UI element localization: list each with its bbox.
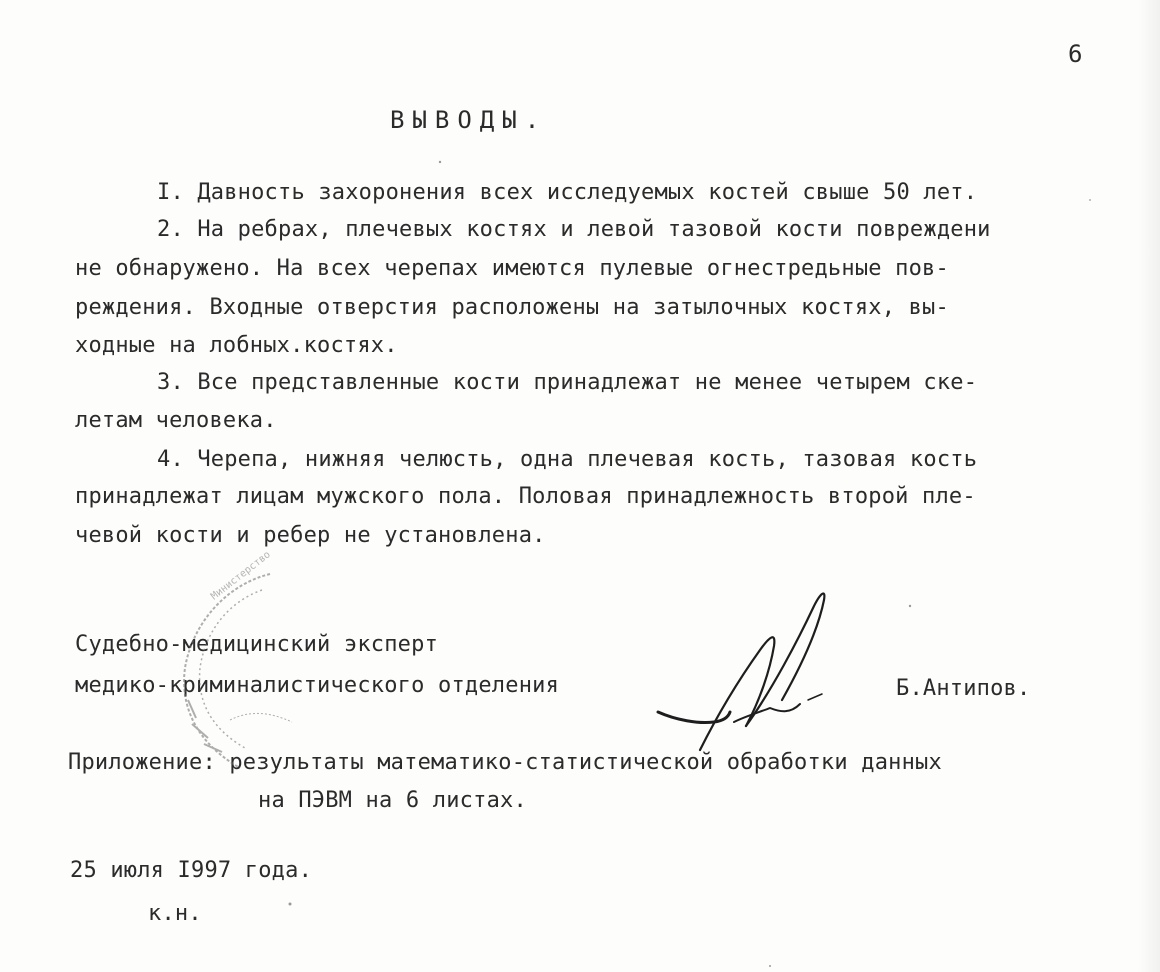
document-date: 25 июля I997 года.	[70, 858, 313, 883]
conclusion-2-line-4: ходные на лобных.костях.	[75, 333, 398, 358]
expert-position-line-2: медико-криминалистического отделения	[75, 673, 560, 698]
conclusion-4-line-2: принадлежат лицам мужского пола. Половая принадлежность второй пле-	[75, 484, 976, 509]
signature-antipov	[658, 593, 824, 750]
conclusion-2-line-3: реждения. Входные отверстия расположены на затылочных костях, вы-	[75, 295, 949, 320]
stamp-text: Министерство	[209, 549, 273, 603]
page-number: 6	[1068, 40, 1083, 68]
paper-edge-shadow	[1138, 0, 1160, 972]
appendix-line-1: Приложение: результаты математико-статистической обработки данных	[68, 750, 942, 775]
conclusion-2-line-2: не обнаружено. На всех черепах имеются пулевые огнестредьные пов-	[75, 256, 949, 281]
typist-initials: к.н.	[148, 901, 202, 926]
conclusion-3-line-2: летам человека.	[75, 408, 277, 433]
conclusion-2-line-1: 2. На ребрах, плечевых костях и левой тазовой кости повреждени	[157, 217, 991, 242]
document-title: ВЫВОДЫ.	[390, 106, 548, 134]
signer-name: Б.Антипов.	[896, 676, 1031, 701]
official-stamp	[184, 549, 292, 768]
appendix-line-2: на ПЭВМ на 6 листах.	[258, 788, 527, 813]
expert-position-line-1: Судебно-медицинский эксперт	[75, 632, 439, 657]
conclusion-3-line-1: 3. Все представленные кости принадлежат не менее четырем ске-	[157, 370, 978, 395]
conclusion-4-line-3: чевой кости и ребер не установлена.	[75, 523, 546, 548]
conclusion-1-line-1: I. Давность захоронения всех исследуемых костей свыше 50 лет.	[157, 180, 978, 205]
paper-specks	[289, 161, 1091, 967]
conclusion-4-line-1: 4. Черепа, нижняя челюсть, одна плечевая кость, тазовая кость	[157, 447, 978, 472]
